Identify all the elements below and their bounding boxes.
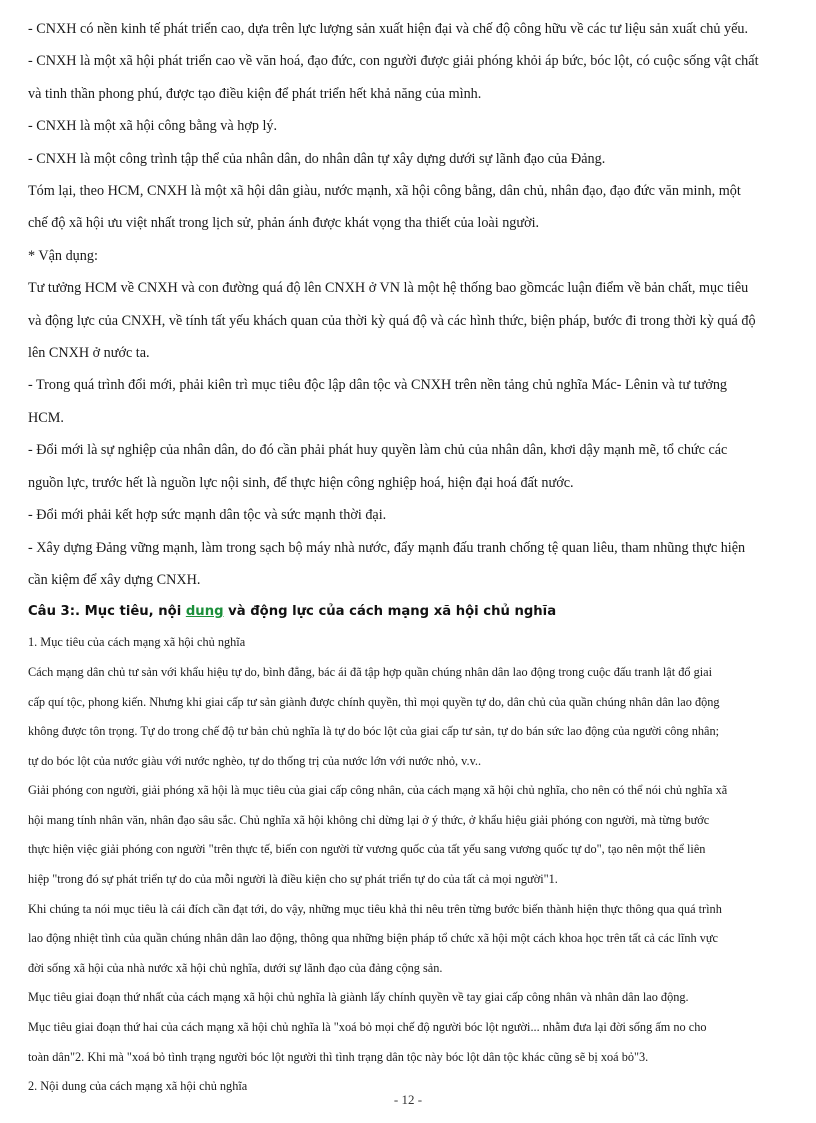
text-line: toàn dân"2. Khi mà "xoá bỏ tình trạng người bóc lột người thì tình trạng dân tộc này bóc lột dân tộc khác cũng sẽ bị xoá bỏ"3. (28, 1049, 649, 1064)
text-line: * Vận dụng: (28, 247, 98, 264)
text-line: nguồn lực, trước hết là nguồn lực nội sinh, để thực hiện công nghiệp hoá, hiện đại hoá đất nước. (28, 474, 574, 491)
text-line: lao động nhiệt tình của quần chúng nhân dân lao động, thông qua những biện pháp tổ chức xã hội một cách khoa học trên tất cả các lĩnh vực (28, 931, 718, 946)
text-line: tự do bóc lột của nước giàu với nước nghèo, tự do thống trị của nước lớn với nước nhỏ, v.v.. (28, 753, 482, 768)
text-line: cấp quí tộc, phong kiến. Nhưng khi giai cấp tư sản giành được chính quyền, thì mọi quyền tự do, dân chủ của quần chúng nhân dân lao động (28, 694, 720, 709)
text-line: Tư tưởng HCM về CNXH và con đường quá độ lên CNXH ở VN là một hệ thống bao gồmcác luận điểm về bản chất, mục tiêu (28, 280, 749, 297)
text-line: hiệp "trong đó sự phát triển tự do của mỗi người là điều kiện cho sự phát triển tự do của tất cả mọi người"1. (28, 872, 558, 887)
text-line: cần kiệm để xây dựng CNXH. (28, 571, 201, 588)
text-line: - Trong quá trình đổi mới, phải kiên trì mục tiêu độc lập dân tộc và CNXH trên nền tảng chủ nghĩa Mác- Lênin và tư tưởng (28, 377, 728, 394)
text-line: - CNXH là một công trình tập thể của nhân dân, do nhân dân tự xây dựng dưới sự lãnh đạo của Đảng. (28, 150, 606, 167)
text-line: - Đổi mới phải kết hợp sức mạnh dân tộc và sức mạnh thời đại. (28, 507, 387, 524)
page-number: - 12 - (393, 1092, 423, 1107)
text-line: - Xây dựng Đảng vững mạnh, làm trong sạch bộ máy nhà nước, đẩy mạnh đấu tranh chống tệ quan liêu, tham nhũng thực hiện (28, 539, 746, 556)
text-line: và động lực của CNXH, về tính tất yếu khách quan của thời kỳ quá độ và các hình thức, biện pháp, bước đi trong thời kỳ quá độ (28, 312, 756, 329)
text-line: chế độ xã hội ưu việt nhất trong lịch sử, phản ánh được khát vọng tha thiết của loài người. (28, 215, 540, 232)
text-line: và tinh thần phong phú, được tạo điều kiện để phát triển hết khả năng của mình. (28, 85, 482, 102)
text-line: - Đổi mới là sự nghiệp của nhân dân, do đó cần phải phát huy quyền làm chủ của nhân dân, khơi dậy mạnh mẽ, tổ chức các (28, 442, 728, 459)
text-line: - CNXH là một xã hội phát triển cao về văn hoá, đạo đức, con người được giải phóng khỏi áp bức, bóc lột, có cuộc sống vật chất (28, 53, 759, 70)
heading-keyword-link[interactable]: dung (185, 604, 224, 620)
text-line: Tóm lại, theo HCM, CNXH là một xã hội dân giàu, nước mạnh, xã hội công bằng, dân chủ, nhân đạo, đạo đức văn minh, một (28, 183, 741, 200)
text-line: Mục tiêu giai đoạn thứ nhất của cách mạng xã hội chủ nghĩa là giành lấy chính quyền về tay giai cấp công nhân và nhân dân lao động. (28, 990, 689, 1005)
text-line: Khi chúng ta nói mục tiêu là cái đích cần đạt tới, do vậy, những mục tiêu khả thi nêu trên từng bước biến thành hiện thực thông qua quá trình (28, 901, 722, 916)
heading-text-after: và động lực của cách mạng xã hội chủ nghĩa (223, 604, 557, 620)
text-line: Mục tiêu giai đoạn thứ hai của cách mạng xã hội chủ nghĩa là "xoá bỏ mọi chế độ người bóc lột người... nhằm đưa lại đời sống ấm no cho (28, 1020, 707, 1035)
document-page (28, 0, 793, 1102)
text-line: - CNXH có nền kinh tế phát triển cao, dựa trên lực lượng sản xuất hiện đại và chế độ công hữu về các tư liệu sản xuất chủ yếu. (28, 21, 749, 37)
body-text-section (28, 0, 793, 596)
subheading: 2. Nội dung của cách mạng xã hội chủ nghĩa (28, 1079, 248, 1094)
text-line: thực hiện việc giải phóng con người "trên thực tế, biến con người từ vương quốc của tất yếu sang vương quốc tự do", tạo nên một thể liên (28, 842, 706, 857)
subheading: 1. Mục tiêu của cách mạng xã hội chủ nghĩa (28, 635, 246, 650)
text-line: Cách mạng dân chủ tư sản với khẩu hiệu tự do, bình đẳng, bác ái đã tập hợp quần chúng nhân dân lao động trong cuộc đấu tranh lật đổ giai (28, 664, 713, 679)
section-body (28, 622, 793, 1102)
text-line: không được tôn trọng. Tự do trong chế độ tư bản chủ nghĩa là tự do bóc lột của giai cấp tư sản, tự do bán sức lao động của người công nhân; (28, 724, 720, 739)
text-line: lên CNXH ở nước ta. (28, 345, 150, 362)
text-line: đời sống xã hội của nhà nước xã hội chủ nghĩa, dưới sự lãnh đạo của đảng cộng sản. (28, 960, 443, 975)
heading-text-before: Câu 3:. Mục tiêu, nội (28, 604, 186, 620)
text-line: HCM. (28, 409, 64, 426)
section-heading (28, 602, 793, 622)
text-line: hội mang tính nhân văn, nhân đạo sâu sắc. Chủ nghĩa xã hội không chỉ dừng lại ở ý thức, ở khẩu hiệu giải phóng con người, mà từng bước (28, 812, 710, 827)
text-line: - CNXH là một xã hội công bằng và hợp lý. (28, 118, 278, 135)
text-line: Giải phóng con người, giải phóng xã hội là mục tiêu của giai cấp công nhân, của cách mạng xã hội chủ nghĩa, cho nên có thể nói chủ nghĩa xã (28, 783, 728, 798)
